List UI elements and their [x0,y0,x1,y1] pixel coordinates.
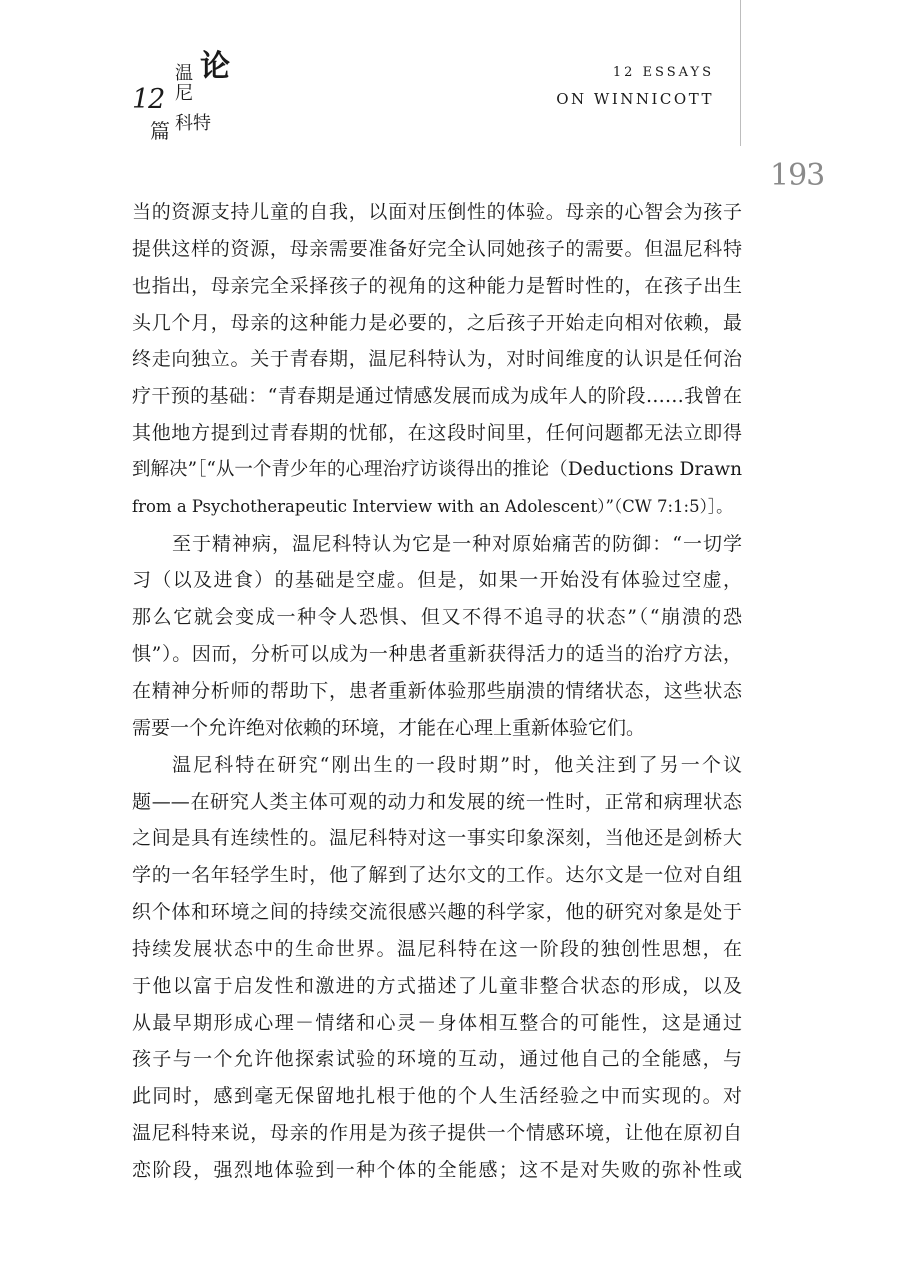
text-line: 孩子与一个允许他探索试验的环境的互动，通过他自己的全能感，与 [132,1048,742,1071]
page-number: 193 [770,158,825,193]
text-line: 也指出，母亲完全采择孩子的视角的这种能力是暂时性的，在孩子出生 [132,274,742,297]
text-line: 惧”）。因而，分析可以成为一种患者重新获得活力的适当的治疗方法， [132,643,742,666]
text-line: 从最早期形成心理－情绪和心灵－身体相互整合的可能性，这是通过 [132,1011,742,1034]
header-divider [740,0,741,146]
text-line: 此同时，感到毫无保留地扎根于他的个人生活经验之中而实现的。对 [132,1085,742,1108]
text-line: 疗干预的基础：“青春期是通过情感发展而成为成年人的阶段……我曾在 [132,385,742,408]
series-title-line-2: ON WINNICOTT [556,90,714,108]
text-line: 头几个月，母亲的这种能力是必要的，之后孩子开始走向相对依赖，最 [132,311,742,334]
logo-char-lun: 论 [200,49,230,84]
text-line: 于他以富于启发性和激进的方式描述了儿童非整合状态的形成，以及 [132,974,742,997]
text-line: 恋阶段，强烈地体验到一种个体的全能感；这不是对失败的弥补性或 [132,1158,742,1181]
logo-column-1: 温尼 [175,63,193,104]
text-line: 当的资源支持儿童的自我，以面对压倒性的体验。母亲的心智会为孩子 [132,201,742,223]
text-line: 织个体和环境之间的持续交流很感兴趣的科学家，他的研究对象是处于 [132,901,742,924]
logo-number: 12 [132,84,165,115]
text-line: 到解决”［“从一个青少年的心理治疗访谈得出的推论（Deductions Drawn [132,458,742,480]
text-line: 那么它就会变成一种令人恐惧、但又不得不追寻的状态”（“崩溃的恐 [132,606,742,629]
series-title-line-1: 12 ESSAYS [612,65,714,80]
text-line: 提供这样的资源，母亲需要准备好完全认同她孩子的需要。但温尼科特 [132,237,742,260]
text-line: 其他地方提到过青春期的忧郁，在这段时间里，任何问题都无法立即得 [132,422,742,445]
book-logo [132,50,242,150]
text-line: from a Psychotherapeutic Interview with an Adolescent）”（CW 7:1:5）］。 [132,496,733,516]
text-line: 温尼科特在研究“刚出生的一段时期”时，他关注到了另一个议 [172,753,742,776]
text-line: 需要一个允许绝对依赖的环境，才能在心理上重新体验它们。 [132,716,646,739]
series-title [556,60,714,112]
text-line: 至于精神病，温尼科特认为它是一种对原始痛苦的防御：“一切学 [172,532,742,555]
logo-column-2: 科特 [175,113,211,134]
text-line: 学的一名年轻学生时，他了解到了达尔文的工作。达尔文是一位对自组 [132,864,742,887]
text-line: 之间是具有连续性的。温尼科特对这一事实印象深刻，当他还是剑桥大 [132,827,742,850]
text-line: 在精神分析师的帮助下，患者重新体验那些崩溃的情绪状态，这些状态 [132,679,742,702]
text-line: 持续发展状态中的生命世界。温尼科特在这一阶段的独创性思想，在 [132,937,742,960]
text-line: 题——在研究人类主体可观的动力和发展的统一性时，正常和病理状态 [132,790,742,813]
text-line: 温尼科特来说，母亲的作用是为孩子提供一个情感环境，让他在原初自 [132,1122,742,1145]
text-line: 习（以及进食）的基础是空虚。但是，如果一开始没有体验过空虚， [132,569,742,592]
body-text [132,200,742,1195]
text-line: 终走向独立。关于青春期，温尼科特认为，对时间维度的认识是任何治 [132,348,742,371]
logo-char-pian: 篇 [150,119,170,143]
